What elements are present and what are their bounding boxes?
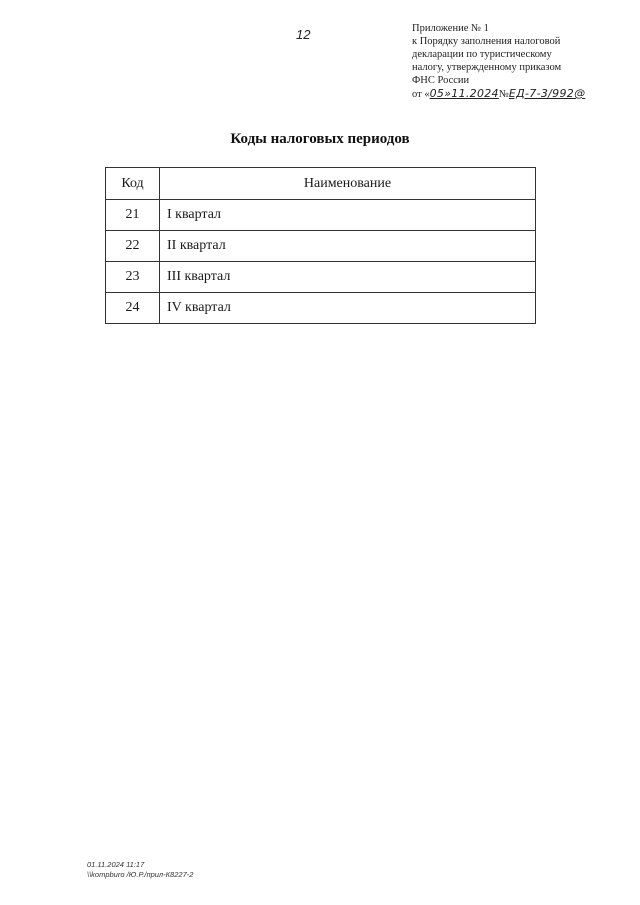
row-name: IV квартал bbox=[160, 293, 536, 324]
order-number-prefix: № bbox=[498, 89, 509, 100]
order-date-prefix: от « bbox=[412, 89, 430, 100]
footer-timestamp: 01.11.2024 11:17 bbox=[87, 860, 145, 869]
appendix-line-5: ФНС России bbox=[412, 75, 470, 86]
appendix-line-4: налогу, утвержденному приказом bbox=[412, 62, 562, 73]
row-code: 22 bbox=[106, 231, 160, 262]
row-code: 23 bbox=[106, 262, 160, 293]
appendix-line-3: декларации по туристическому bbox=[412, 49, 552, 60]
appendix-line-1: Приложение № 1 bbox=[412, 23, 489, 34]
row-code: 21 bbox=[106, 200, 160, 231]
order-number: ЕД-7-3/992@ bbox=[508, 87, 586, 100]
page-number: 12 bbox=[296, 27, 311, 42]
table-row bbox=[106, 200, 536, 231]
appendix-line-2: к Порядку заполнения налоговой bbox=[412, 36, 561, 47]
appendix-order-line bbox=[412, 87, 612, 101]
appendix-header bbox=[412, 22, 612, 101]
document-footer bbox=[87, 860, 193, 880]
header-code: Код bbox=[106, 168, 160, 200]
table-row bbox=[106, 231, 536, 262]
row-name: III квартал bbox=[160, 262, 536, 293]
table-row bbox=[106, 262, 536, 293]
row-code: 24 bbox=[106, 293, 160, 324]
header-name: Наименование bbox=[160, 168, 536, 200]
page-title: Коды налоговых периодов bbox=[230, 131, 410, 147]
order-date: 05»11.2024 bbox=[429, 87, 499, 100]
row-name: II квартал bbox=[160, 231, 536, 262]
row-name: I квартал bbox=[160, 200, 536, 231]
table-row bbox=[106, 293, 536, 324]
table-header-row bbox=[106, 168, 536, 200]
footer-file-path: \\kompburo /Ю.Р./прил-К8227-2 bbox=[87, 870, 194, 879]
tax-period-codes-table bbox=[105, 167, 536, 324]
